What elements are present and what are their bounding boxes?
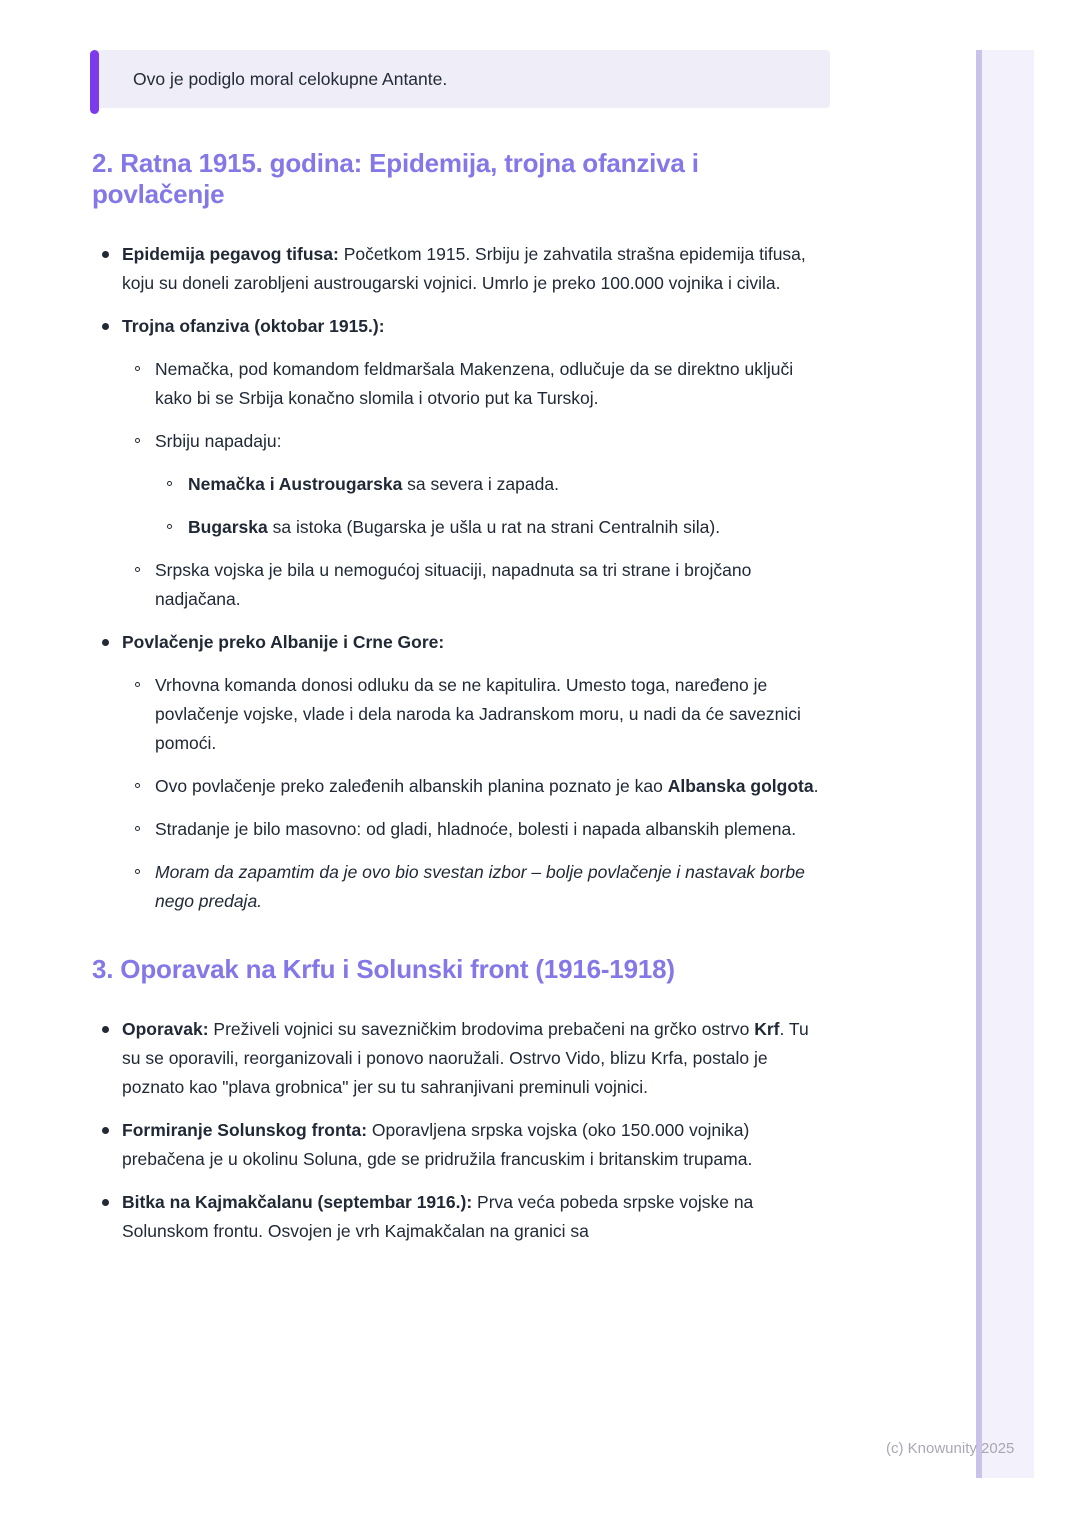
bullet-disc-icon <box>102 251 109 258</box>
bullet-disc-icon <box>102 323 109 330</box>
list-item-text: Formiranje Solunskog fronta: Oporavljena srpska vojska (oko 150.000 vojnika) prebačena je u okolinu Soluna, gde se pridružila francuskim i britanskim trupama. <box>122 1120 753 1169</box>
list-item <box>90 671 830 758</box>
quote-block <box>90 50 830 108</box>
quote-accent-bar <box>90 50 99 114</box>
section-heading-3: 3. Oporavak na Krfu i Solunski front (1916-1918) <box>92 954 675 984</box>
list-item-text: Nemačka i Austrougarska sa severa i zapada. <box>188 474 559 494</box>
list-item-text: Nemačka, pod komandom feldmaršala Makenzena, odlučuje da se direktno uključi kako bi se Srbija konačno slomila i otvorio put ka Turskoj. <box>155 359 794 408</box>
list-item-text: Srbiju napadaju: <box>155 431 282 451</box>
list-item <box>90 1015 830 1102</box>
list-item <box>90 1116 830 1174</box>
quote-text: Ovo je podiglo moral celokupne Antante. <box>133 69 448 89</box>
list-item <box>90 312 830 341</box>
page-edge-stripe <box>976 50 1034 1478</box>
bullet-circle-icon <box>135 567 140 572</box>
list-item-text: Moram da zapamtim da je ovo bio svestan izbor – bolje povlačenje i nastavak borbe nego predaja. <box>155 862 805 911</box>
bullet-circle-icon <box>135 438 140 443</box>
bullet-list-section-3 <box>90 1015 830 1246</box>
list-item <box>90 1188 830 1246</box>
list-item-text: Povlačenje preko Albanije i Crne Gore: <box>122 632 445 652</box>
list-item <box>90 772 830 801</box>
list-item-text: Trojna ofanziva (oktobar 1915.): <box>122 316 385 336</box>
bullet-circle-icon <box>135 869 140 874</box>
bullet-circle-icon <box>135 366 140 371</box>
bullet-disc-icon <box>102 639 109 646</box>
bullet-circle-icon <box>167 481 172 486</box>
list-item-text: Oporavak: Preživeli vojnici su savezničkim brodovima prebačeni na grčko ostrvo Krf. Tu su se oporavili, reorganizovali i ponovo naoružali. Ostrvo Vido, blizu Krfa, postalo je poznato kao "plava grobnica" jer su tu sahranjivani preminuli vojnici. <box>122 1019 809 1097</box>
list-item <box>90 815 830 844</box>
bullet-circle-icon <box>135 783 140 788</box>
list-item-text: Ovo povlačenje preko zaleđenih albanskih planina poznato je kao Albanska golgota. <box>155 776 819 796</box>
bullet-disc-icon <box>102 1026 109 1033</box>
list-item <box>90 240 830 298</box>
list-item <box>90 513 830 542</box>
section-heading-2: 2. Ratna 1915. godina: Epidemija, trojna ofanziva i povlačenje <box>92 148 699 209</box>
list-item <box>90 628 830 657</box>
list-item-text: Bugarska sa istoka (Bugarska je ušla u rat na strani Centralnih sila). <box>188 517 721 537</box>
list-item <box>90 858 830 916</box>
bullet-disc-icon <box>102 1199 109 1206</box>
list-item <box>90 470 830 499</box>
document-page <box>90 50 830 1260</box>
bullet-circle-icon <box>167 524 172 529</box>
bullet-circle-icon <box>135 682 140 687</box>
list-item-text: Epidemija pegavog tifusa: Početkom 1915. Srbiju je zahvatila strašna epidemija tifusa, koju su doneli zarobljeni austrougarski vojnici. Umrlo je preko 100.000 vojnika i civila. <box>122 244 806 293</box>
list-item-text: Vrhovna komanda donosi odluku da se ne kapitulira. Umesto toga, naređeno je povlačenje vojske, vlade i dela naroda ka Jadranskom moru, u nadi da će saveznici pomoći. <box>155 675 801 753</box>
list-item-text: Srpska vojska je bila u nemogućoj situaciji, napadnuta sa tri strane i brojčano nadjačana. <box>155 560 752 609</box>
list-item <box>90 556 830 614</box>
bullet-disc-icon <box>102 1127 109 1134</box>
footer-copyright: (c) Knowunity 2025 <box>886 1440 1015 1457</box>
list-item-text: Stradanje je bilo masovno: od gladi, hladnoće, bolesti i napada albanskih plemena. <box>155 819 797 839</box>
bullet-list-section-2 <box>90 240 830 916</box>
list-item <box>90 355 830 413</box>
list-item-text: Bitka na Kajmakčalanu (septembar 1916.): Prva veća pobeda srpske vojske na Solunskom frontu. Osvojen je vrh Kajmakčalan na granici sa <box>122 1192 754 1241</box>
bullet-circle-icon <box>135 826 140 831</box>
list-item <box>90 427 830 456</box>
